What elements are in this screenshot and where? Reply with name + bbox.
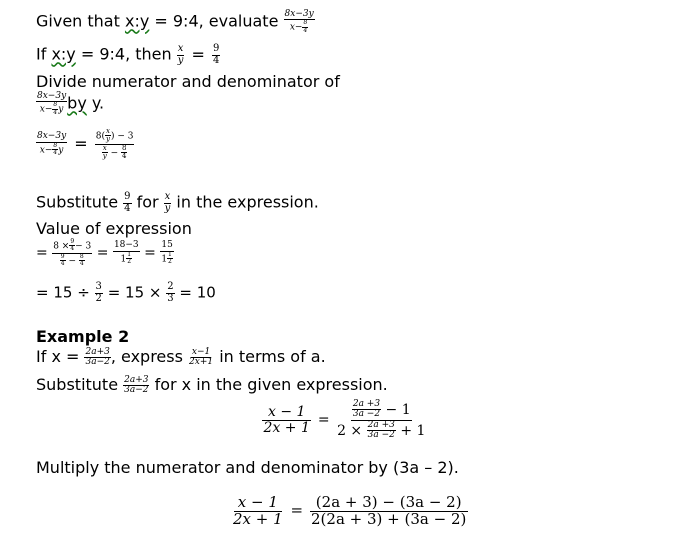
nested-num: 8 [122, 143, 127, 152]
numerator: 9 [213, 43, 220, 54]
equation-substituted [262, 400, 426, 441]
nested-num: 9 [60, 252, 65, 260]
nested-den: 4 [79, 259, 84, 267]
step1-denominator [59, 254, 86, 268]
ratio-xy: x:y [124, 11, 150, 31]
text-evaluate: = 9:4, evaluate [149, 11, 284, 31]
right-numerator: (2a + 3) − (3a − 2) [310, 495, 468, 512]
den-suffix: y [58, 104, 64, 115]
equals-sign: = [144, 245, 156, 262]
text-in-expression: in the expression. [171, 192, 319, 212]
den-prefix: x− [39, 104, 53, 115]
nested-num: 8 [53, 141, 58, 149]
numerator: x [177, 43, 184, 54]
line-divided-result [36, 128, 134, 160]
line-by-y [36, 92, 104, 116]
left-numerator: x − 1 [234, 495, 282, 512]
nested-fraction [302, 20, 308, 34]
fraction-step3 [160, 241, 174, 265]
nested-num: 2a +3 [367, 419, 395, 430]
fraction-step1 [52, 239, 92, 267]
nested-den: 2 [168, 257, 172, 265]
fraction-left [262, 405, 311, 435]
line-given-ratio [36, 10, 315, 34]
left-numerator: x − 1 [262, 405, 311, 421]
nested-num: 8 [79, 252, 84, 260]
den-prefix: x− [39, 144, 53, 155]
coef: 8 [95, 131, 102, 142]
nested-den: 3a −2 [367, 430, 395, 441]
nested-den: 4 [53, 108, 58, 116]
denominator: 3a−2 [85, 357, 110, 367]
equals-sign: = [191, 44, 205, 64]
numerator: 9 [124, 191, 131, 202]
denominator: 4 [124, 202, 131, 214]
line-substitute-x [36, 375, 388, 395]
fraction-denominator [39, 102, 65, 116]
fraction-9-over-4 [123, 192, 131, 214]
whole: 1 [120, 253, 127, 264]
nested-den: y [102, 152, 107, 161]
nested-fraction [102, 145, 108, 161]
left-denominator [39, 143, 65, 157]
denominator: 4 [213, 54, 220, 66]
right-denominator [336, 421, 426, 441]
nested-den: 2 [127, 257, 132, 265]
text-if-x: If x = [36, 347, 85, 366]
text-substitute: Substitute [36, 192, 124, 212]
numerator: 2a+3 [124, 374, 149, 385]
equals-sign: = [96, 245, 109, 262]
fraction-numerator: 8x−3y [37, 91, 67, 101]
right-denominator: 2(2a + 3) + (3a − 2) [311, 509, 467, 528]
fraction-numerator: 8x−3y [284, 9, 314, 19]
step2-numerator: 18−3 [113, 240, 139, 251]
line-if-x [36, 347, 326, 367]
fraction-x-value [84, 348, 110, 368]
line-final-value [36, 282, 216, 304]
nested-fraction [167, 252, 173, 266]
den-prefix: x− [289, 22, 303, 33]
nested-num: 2a +3 [352, 399, 381, 409]
text-given-that: Given that [36, 11, 125, 31]
text-by: by [67, 93, 87, 113]
text-express: , express [110, 347, 189, 366]
numerator: 2a+3 [85, 346, 110, 357]
text-result: = 10 [179, 283, 216, 302]
fraction-right [310, 495, 468, 528]
fraction-target [188, 348, 214, 368]
text-substitute: Substitute [36, 375, 124, 394]
fraction-2-over-3 [166, 282, 174, 304]
denominator: 3a−2 [124, 385, 149, 395]
text-y: y. [86, 93, 105, 113]
coef: 8 × [53, 241, 70, 252]
left-denominator: 2x + 1 [263, 419, 310, 436]
line-multiply: Multiply the numerator and denominator by (3a – 2). [36, 458, 459, 477]
left-numerator: 8x−3y [37, 131, 67, 142]
nested-den: 4 [122, 152, 127, 161]
fraction-3-over-2 [95, 282, 103, 304]
plus-one: + 1 [400, 422, 426, 439]
right-denominator [101, 145, 129, 161]
nested-den: 3a −2 [352, 409, 381, 420]
line-if-ratio [36, 44, 220, 66]
denominator: 3 [167, 292, 174, 304]
fraction-expression [284, 10, 315, 34]
minus-sign: − [110, 148, 119, 159]
nested-num: x [102, 143, 107, 152]
step2-denominator [120, 252, 134, 266]
numerator: x [164, 191, 171, 202]
nested-den: 4 [303, 26, 308, 34]
text-divide-step: = 15 ÷ [36, 283, 90, 302]
fraction-9-over-4 [212, 44, 220, 66]
step3-numerator: 15 [161, 240, 173, 251]
line-value-of-expression: Value of expression [36, 219, 192, 238]
equals-sign: = [74, 133, 88, 153]
nested-fraction [126, 252, 132, 266]
fraction-left [232, 495, 284, 528]
fraction-left [36, 132, 67, 156]
right-numerator [351, 400, 412, 421]
whole: 1 [161, 253, 168, 264]
minus-three: − 3 [75, 241, 92, 252]
step3-denominator [160, 252, 174, 266]
nested-num: x [106, 127, 110, 135]
equals-sign: = [290, 501, 304, 520]
numerator: 2 [167, 281, 174, 292]
text-multiply-step: = 15 × [107, 283, 162, 302]
ratio-xy: x:y [51, 44, 76, 64]
nested-fraction [121, 145, 127, 161]
denominator: 2x+1 [189, 357, 214, 367]
line-evaluation [36, 239, 174, 267]
nested-num: 8 [303, 19, 308, 27]
nested-num: 9 [70, 238, 75, 245]
text-for-x: for x in the given expression. [149, 375, 388, 394]
nested-fraction [105, 128, 111, 144]
denominator: y [177, 54, 184, 66]
coef: 2 × [337, 422, 363, 439]
nested-fraction [60, 254, 66, 268]
denominator: y [164, 202, 171, 214]
equals-sign: = [36, 245, 48, 262]
numerator: x−1 [191, 346, 211, 357]
text-in-terms: in terms of a. [214, 347, 326, 366]
nested-den: 4 [60, 259, 65, 267]
fraction-right [95, 128, 135, 160]
fraction-expression [36, 92, 67, 116]
nested-fraction [367, 421, 396, 441]
minus-sign: − [68, 255, 77, 266]
step1-numerator [52, 239, 92, 254]
nested-den: 4 [53, 148, 58, 156]
left-denominator: 2x + 1 [233, 509, 283, 528]
line-divide: Divide numerator and denominator of [36, 72, 340, 91]
example-2-heading: Example 2 [36, 327, 130, 346]
text-for: for [131, 192, 164, 212]
nested-fraction [79, 254, 85, 268]
text-then: = 9:4, then [75, 44, 177, 64]
nested-num: 1 [127, 250, 132, 258]
minus-three: − 3 [117, 131, 134, 142]
nested-den: 4 [70, 245, 75, 253]
text-if: If [36, 44, 52, 64]
numerator: 3 [95, 281, 102, 292]
equation-multiplied [232, 495, 468, 528]
line-substitute [36, 192, 319, 214]
denominator: 2 [95, 292, 102, 304]
nested-num: 1 [168, 250, 172, 258]
fraction-right [336, 400, 426, 441]
nested-den: y [106, 135, 110, 144]
fraction-step2 [113, 241, 140, 265]
fraction-denominator [289, 20, 309, 34]
minus-one: − 1 [385, 401, 411, 418]
den-suffix: y [58, 144, 64, 155]
nested-num: 8 [53, 101, 58, 109]
fraction-x-over-y [177, 44, 185, 66]
fraction-x-value [123, 376, 149, 396]
equals-sign: = [317, 412, 330, 429]
nested-fraction [352, 400, 381, 420]
right-numerator: 8( $\frac{x}{y}$ ) − 3 [95, 127, 134, 144]
